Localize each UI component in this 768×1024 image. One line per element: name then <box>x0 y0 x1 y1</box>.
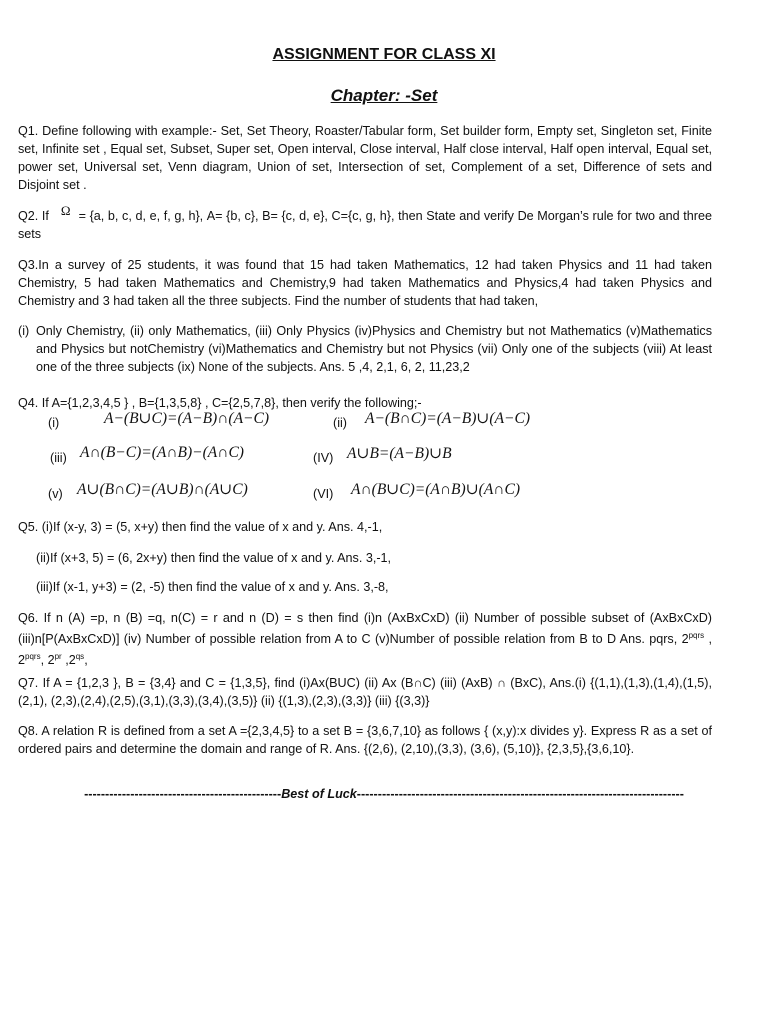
q6-exponent-2: pqrs <box>25 652 41 662</box>
q4-expression-i: A−(B∪C)=(A−B)∩(A−C) <box>104 410 270 427</box>
q6-end: , <box>84 653 88 668</box>
question-1: Q1. Define following with example:- Set, Set Theory, Roaster/Tabular form, Set builder form, Empty set, Singleton set, Finite set, Infinite set , Equal set, Subset, Super set, Open interval, Close interval, Half close interval, Half open interval, Equal set, power set, Universal set, Venn diagram, Union of set, Intersection of set, Complement of a set, Difference of sets and Disjoint set . <box>18 124 712 192</box>
q4-expression-iv: A∪B=(A−B)∪B <box>347 445 452 462</box>
footer-message: Best of Luck <box>281 787 357 801</box>
q6-base-1: 2 <box>681 632 689 647</box>
q2-prefix: Q2. If <box>18 209 49 223</box>
q4-label-iii: (iii) <box>50 451 67 465</box>
question-3-parts <box>18 322 712 376</box>
omega-symbol: Ω <box>60 203 71 218</box>
q3-part-number: (i) <box>18 324 30 338</box>
q6-separator-1: , <box>704 632 712 647</box>
question-6 <box>18 609 712 669</box>
question-3: Q3.In a survey of 25 students, it was found that 15 had taken Mathematics, 12 had taken Physics and 11 had taken Chemistry, 5 had taken Mathematics and Chemistry,9 had taken Mathematics and Physics,4 had taken Physics and Chemistry and 3 had taken all the three subjects. Find the number of students that had taken, <box>18 258 712 308</box>
q4-label-i: (i) <box>48 416 60 430</box>
question-7: Q7. If A = {1,2,3 }, B = {3,4} and C = {1,3,5}, find (i)Ax(BUC) (ii) Ax (B∩C) (iii) (AxB) ∩ (BxC), Ans.(i) {(1,1),(1,3),(1,4),(1,5), (2,1), (2,3),(2,4),(2,5),(3,1),(3,3),(3,4),(3,5)} (ii) {(1,3),(2,3),(3,3)} (iii) {(3,3)} <box>18 676 712 708</box>
q6-separator-2: , <box>40 653 48 668</box>
question-5-part-ii: (ii)If (x+3, 5) = (6, 2x+y) then find the value of x and y. Ans. 3,-1, <box>36 551 392 565</box>
q6-exponent-1: pqrs <box>688 631 705 640</box>
q6-base-3: 2 <box>47 653 55 668</box>
q4-label-vi: (VI) <box>313 487 334 501</box>
q6-base-2: 2 <box>18 653 26 668</box>
q6-text: Q6. If n (A) =p, n (B) =q, n(C) = r and n (D) = s then find (i)n (AxBxCxD) (ii) Number of possible subset of (AxBxCxD)(iii)n[P(AxBxCxD)] (iv) Number of possible relation from A to C (v)Number of possible relation from B to D Ans. pqrs, <box>18 611 712 647</box>
q6-base-4: 2 <box>68 653 76 668</box>
q6-separator-3: , <box>61 653 69 668</box>
page-title: ASSIGNMENT FOR CLASS XI <box>272 46 496 63</box>
q4-expression-ii: A−(B∩C)=(A−B)∪(A−C) <box>365 410 531 427</box>
footer-dashes-right: ------------------------------------------------------------------------------ <box>356 787 684 801</box>
q2-rest: = {a, b, c, d, e, f, g, h}, A= {b, c}, B= {c, d, e}, C={c, g, h}, then State and verify De Morgan’s rule for two and three sets <box>18 209 712 241</box>
footer-best-of-luck <box>0 787 768 801</box>
question-5-part-iii: (iii)If (x-1, y+3) = (2, -5) then find the value of x and y. Ans. 3,-8, <box>36 580 389 594</box>
question-2 <box>18 203 712 243</box>
q4-label-v: (v) <box>48 487 63 501</box>
question-5-part-i: Q5. (i)If (x-y, 3) = (5, x+y) then find the value of x and y. Ans. 4,-1, <box>18 520 383 534</box>
q4-expression-v: A∪(B∩C)=(A∪B)∩(A∪C) <box>77 481 248 498</box>
chapter-heading: Chapter: -Set <box>330 86 438 105</box>
question-4-intro: Q4. If A={1,2,3,4,5 } , B={1,3,5,8} , C={2,5,7,8}, then verify the following;- <box>18 396 422 410</box>
q4-label-ii: (ii) <box>333 416 347 430</box>
q6-exponent-3: pr <box>54 652 62 662</box>
q4-expression-iii: A∩(B−C)=(A∩B)−(A∩C) <box>80 444 244 461</box>
q6-exponent-4: qs <box>75 652 85 662</box>
footer-dashes-left: ----------------------------------------------- <box>84 787 282 801</box>
q3-part-text: Only Chemistry, (ii) only Mathematics, (iii) Only Physics (iv)Physics and Chemistry but not Mathematics (v)Mathematics and Physics but notChemistry (vi)Mathematics and Chemistry but not Physics (vii) Only one of the subjects (viii) At least one of the three subjects (ix) None of the subjects. Ans. 5 ,4, 2,1, 6, 2, 11,23,2 <box>36 324 712 374</box>
q4-label-iv: (IV) <box>313 451 334 465</box>
question-8: Q8. A relation R is defined from a set A ={2,3,4,5} to a set B = {3,6,7,10} as follows { (x,y):x divides y}. Express R as a set of ordered pairs and determine the domain and range of R. Ans. {(2,6), (2,10),(3,3), (3,6), (5,10)}, {2,3,5},{3,6,10}. <box>18 724 712 756</box>
q4-expression-vi: A∩(B∪C)=(A∩B)∪(A∩C) <box>351 481 521 498</box>
